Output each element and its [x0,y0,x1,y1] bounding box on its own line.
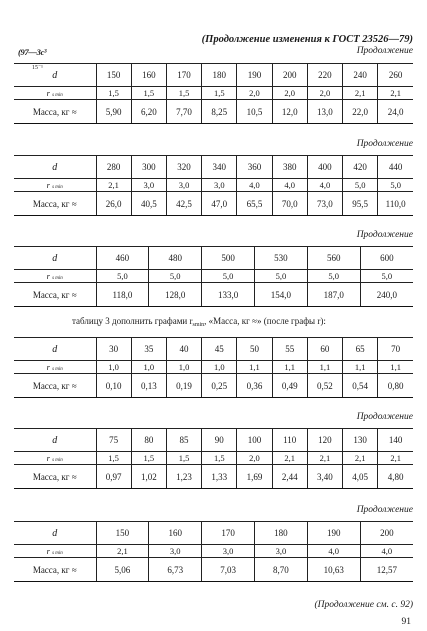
row-label-d: d [14,429,96,452]
row-label-r-sub: s min [52,276,63,281]
table-cell: 1,1 [237,361,272,374]
table-cell: 180 [254,522,307,545]
table-cell: 8,70 [254,558,307,582]
table-row [14,64,413,87]
table-cell: 0,10 [96,374,131,398]
table-cell: 220 [307,64,342,87]
table-row [14,429,413,452]
table-cell: 80 [131,429,166,452]
table-cell: 120 [307,429,342,452]
table-cell: 180 [202,64,237,87]
table-cell: 280 [96,156,131,179]
table-cell: 110,0 [378,192,413,216]
table-cell: 340 [202,156,237,179]
row-label-r-main: r [46,546,50,556]
table-cell: 5,90 [96,100,131,124]
row-label-r-main: r [46,453,50,463]
row-label-d: d [14,247,96,270]
table-cell: 320 [166,156,201,179]
table-cell: 35 [131,338,166,361]
table-cell: 4,0 [307,545,360,558]
table-cell: 5,0 [254,270,307,283]
row-label-r [14,270,96,283]
table-cell: 1,02 [131,465,166,489]
table-cell: 7,70 [166,100,201,124]
table-cell: 0,36 [237,374,272,398]
row-label-r-main: r [46,271,50,281]
table-cell: 5,0 [343,179,378,192]
table-cell: 60 [307,338,342,361]
table-cell: 440 [378,156,413,179]
table-cell: 4,0 [272,179,307,192]
table-cell: 2,1 [343,452,378,465]
table-cell: 4,80 [378,465,413,489]
table-cell: 240 [343,64,378,87]
table-row [14,374,413,398]
table-cell: 560 [307,247,360,270]
row-label-r-main: r [46,88,50,98]
row-label-mass: Масса, кг ≈ [14,558,96,582]
table-cell: 0,25 [202,374,237,398]
table-cell: 5,0 [378,179,413,192]
table-cell: 45 [202,338,237,361]
table-cell: 150 [96,522,149,545]
table-cell: 5,06 [96,558,149,582]
row-label-mass: Масса, кг ≈ [14,465,96,489]
table-cell: 300 [131,156,166,179]
table-row [14,100,413,124]
table-cell: 1,1 [378,361,413,374]
table-cell: 1,0 [166,361,201,374]
table-cell: 10,63 [307,558,360,582]
table-cell: 2,0 [237,87,272,100]
table-cell: 500 [202,247,255,270]
row-label-r-main: r [46,362,50,372]
row-label-r [14,361,96,374]
table-cell: 0,54 [343,374,378,398]
table-cell: 0,80 [378,374,413,398]
table-cell: 65,5 [237,192,272,216]
row-label-mass: Масса, кг ≈ [14,374,96,398]
row-label-mass: Масса, кг ≈ [14,192,96,216]
table-row [14,522,413,545]
table-cell: 360 [237,156,272,179]
page-number: 91 [401,617,411,627]
table-cell: 1,0 [131,361,166,374]
page-header: (Продолжение изменения к ГОСТ 23526—79) [201,34,413,45]
instruction-text-sub: smin [192,322,205,328]
table-cell: 13,0 [307,100,342,124]
row-label-d: d [14,64,96,87]
table-cell: 12,57 [360,558,413,582]
data-table-2 [14,155,413,216]
table-cell: 10,5 [237,100,272,124]
table-cell: 128,0 [149,283,202,307]
table-cell: 1,5 [202,452,237,465]
table-cell: 1,5 [131,87,166,100]
table-cell: 3,0 [149,545,202,558]
table-cell: 1,1 [307,361,342,374]
table-cell: 8,25 [202,100,237,124]
table-cell: 1,5 [166,452,201,465]
table-cell: 0,19 [166,374,201,398]
row-label-r-sub: s min [52,458,63,463]
table-cell: 73,0 [307,192,342,216]
table-cell: 47,0 [202,192,237,216]
table-cell: 170 [166,64,201,87]
row-label-r-sub: s min [52,93,63,98]
table-cell: 65 [343,338,378,361]
table-cell: 100 [237,429,272,452]
table-cell: 2,1 [272,452,307,465]
table-cell: 2,1 [378,452,413,465]
table-cell: 3,0 [166,179,201,192]
table-cell: 190 [307,522,360,545]
table-cell: 2,1 [96,545,149,558]
table-cell: 5,0 [360,270,413,283]
table-cell: 5,0 [202,270,255,283]
table-cell: 154,0 [254,283,307,307]
table-cell: 4,05 [343,465,378,489]
table-cell: 3,40 [307,465,342,489]
table-row [14,156,413,179]
row-label-r-sub: s min [52,551,63,556]
row-label-mass: Масса, кг ≈ [14,100,96,124]
table-cell: 420 [343,156,378,179]
row-label-r [14,545,96,558]
table-cell: 5,0 [149,270,202,283]
table-cell: 0,49 [272,374,307,398]
table-cell: 1,23 [166,465,201,489]
table-row [14,87,413,100]
table-cell: 90 [202,429,237,452]
table-cell: 3,0 [254,545,307,558]
row-label-d: d [14,156,96,179]
table-row [14,558,413,582]
data-table-1 [14,63,413,124]
table-cell: 40 [166,338,201,361]
table-row [14,361,413,374]
table-cell: 460 [96,247,149,270]
table-row [14,338,413,361]
table-cell: 1,5 [96,452,131,465]
table-cell: 190 [237,64,272,87]
continuation-label: Продолжение [356,230,413,240]
table-cell: 42,5 [166,192,201,216]
table-cell: 0,97 [96,465,131,489]
instruction-text [72,316,326,328]
table-cell: 4,0 [237,179,272,192]
table-cell: 200 [360,522,413,545]
row-label-d: d [14,522,96,545]
table-cell: 22,0 [343,100,378,124]
table-cell: 95,5 [343,192,378,216]
table-cell: 4,0 [307,179,342,192]
table-cell: 200 [272,64,307,87]
table-cell: 3,0 [131,179,166,192]
table-cell: 2,0 [272,87,307,100]
table-cell: 1,0 [202,361,237,374]
table-cell: 1,5 [202,87,237,100]
table-cell: 130 [343,429,378,452]
table-cell: 3,0 [202,179,237,192]
table-cell: 5,0 [96,270,149,283]
instruction-text-a: таблицу 3 дополнить графами r [72,316,193,326]
row-label-r [14,87,96,100]
margin-small-mark: 15⁻¹ [32,65,43,71]
table-cell: 50 [237,338,272,361]
table-cell: 1,69 [237,465,272,489]
table-row [14,247,413,270]
table-cell: 55 [272,338,307,361]
continuation-label: Продолжение [356,46,413,56]
table-cell: 1,5 [166,87,201,100]
table-cell: 400 [307,156,342,179]
table-cell: 85 [166,429,201,452]
table-cell: 2,1 [307,452,342,465]
table-cell: 2,0 [237,452,272,465]
table-cell: 30 [96,338,131,361]
table-cell: 1,1 [272,361,307,374]
table-cell: 260 [378,64,413,87]
row-label-r-main: r [46,180,50,190]
table-cell: 1,5 [131,452,166,465]
table-cell: 2,1 [343,87,378,100]
row-label-r-sub: s min [52,367,63,372]
table-cell: 600 [360,247,413,270]
margin-handwritten-mark: (97—3c³ [18,47,47,57]
table-cell: 2,44 [272,465,307,489]
table-cell: 140 [378,429,413,452]
row-label-r [14,179,96,192]
table-cell: 240,0 [360,283,413,307]
table-cell: 133,0 [202,283,255,307]
table-cell: 7,03 [202,558,255,582]
table-cell: 160 [149,522,202,545]
table-cell: 12,0 [272,100,307,124]
table-cell: 380 [272,156,307,179]
table-cell: 530 [254,247,307,270]
table-cell: 5,0 [307,270,360,283]
table-cell: 2,1 [96,179,131,192]
table-cell: 110 [272,429,307,452]
table-row [14,270,413,283]
continuation-label: Продолжение [356,139,413,149]
data-table-3 [14,246,413,307]
table-cell: 26,0 [96,192,131,216]
data-table-4 [14,337,413,398]
table-cell: 3,0 [202,545,255,558]
table-cell: 2,1 [378,87,413,100]
row-label-r [14,452,96,465]
data-table-5 [14,428,413,489]
table-row [14,465,413,489]
data-table-6 [14,521,413,582]
table-cell: 70,0 [272,192,307,216]
table-cell: 1,5 [96,87,131,100]
table-cell: 160 [131,64,166,87]
row-label-r-sub: s min [52,185,63,190]
table-cell: 4,0 [360,545,413,558]
table-cell: 2,0 [307,87,342,100]
table-cell: 0,13 [131,374,166,398]
table-cell: 75 [96,429,131,452]
row-label-mass: Масса, кг ≈ [14,283,96,307]
table-row [14,179,413,192]
table-cell: 1,0 [96,361,131,374]
table-cell: 40,5 [131,192,166,216]
table-cell: 170 [202,522,255,545]
table-cell: 118,0 [96,283,149,307]
table-row [14,545,413,558]
footer-continuation: (Продолжение см. с. 92) [314,600,413,610]
table-cell: 480 [149,247,202,270]
table-cell: 150 [96,64,131,87]
instruction-text-b: , «Масса, кг ≈» (после графы r): [204,316,326,326]
table-cell: 1,33 [202,465,237,489]
table-row [14,283,413,307]
table-cell: 6,20 [131,100,166,124]
table-cell: 0,52 [307,374,342,398]
table-cell: 187,0 [307,283,360,307]
table-cell: 6,73 [149,558,202,582]
table-cell: 1,1 [343,361,378,374]
table-row [14,452,413,465]
continuation-label: Продолжение [356,412,413,422]
table-cell: 24,0 [378,100,413,124]
row-label-d: d [14,338,96,361]
table-cell: 70 [378,338,413,361]
continuation-label: Продолжение [356,505,413,515]
table-row [14,192,413,216]
